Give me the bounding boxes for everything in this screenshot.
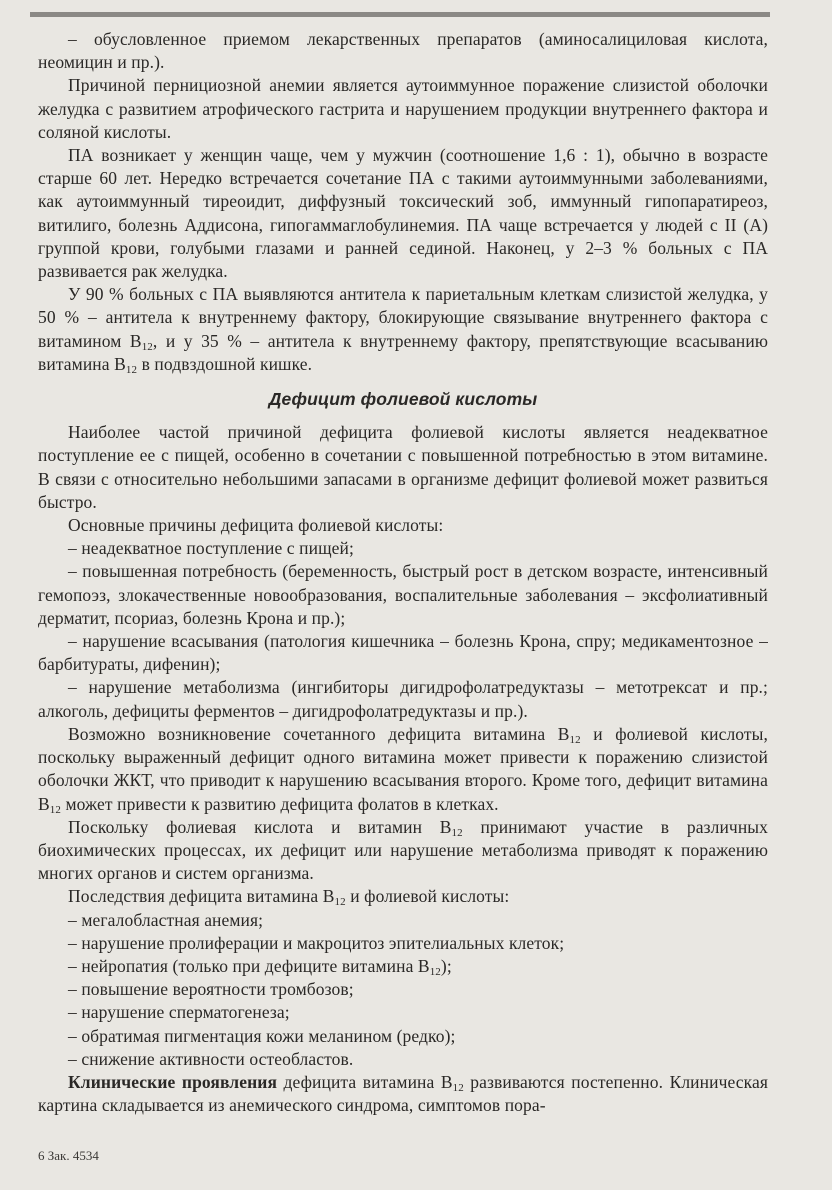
subscript: 12	[49, 803, 61, 816]
subscript: 12	[334, 896, 346, 909]
text-run: в подвздошной кишке.	[137, 353, 313, 374]
list-item: – снижение активности остеобластов.	[68, 1048, 354, 1069]
section-title: Дефицит фолиевой кислоты	[268, 389, 538, 410]
text-run: и фолиевой кислоты, поскольку выраженный дефицит одного витамина может привести к поражению слизистой оболочки ЖКТ, что приводит к нарушению всасывания второго. Кроме того, дефицит витамина B	[38, 723, 768, 814]
text-run: и фолиевой кислоты:	[345, 886, 510, 907]
list-item: – мегалобластная анемия;	[68, 909, 264, 930]
paragraph	[38, 885, 768, 908]
printer-signature: 6 Зак. 4534	[38, 1148, 99, 1163]
list-item: – повышенная потребность (беременность, быстрый рост в детском возрасте, интенсивный гемопоэз, злокачественные новообразования, воспалительные заболевания – эксфолиативный дерматит, псориаз, болезнь Крона и пр.);	[38, 561, 768, 628]
text-run: может привести к развитию дефицита фолатов в клетках.	[60, 793, 499, 814]
subscript: 12	[141, 340, 153, 353]
list-item: – повышение вероятности тромбозов;	[68, 979, 354, 1000]
text-run: Возможно возникновение сочетанного дефицита витамина B	[68, 723, 570, 744]
text-run: – нейропатия (только при дефиците витамина B	[68, 955, 430, 976]
subscript: 12	[452, 1081, 464, 1094]
list-item: – нарушение метаболизма (ингибиторы дигидрофолатредуктазы – метотрексат и пр.; алкоголь, дефициты ферментов – дигидрофолатредуктазы и пр.).	[38, 677, 768, 721]
paragraph: Наиболее частой причиной дефицита фолиевой кислоты является неадекватное поступление ее с пищей, особенно в сочетании с повышенной потребностью в этом витамине. В связи с относительно небольшими запасами в организме дефицит фолиевой может развиться быстро.	[38, 422, 768, 512]
list-item: – нарушение пролиферации и макроцитоз эпителиальных клеток;	[68, 932, 565, 953]
paragraph	[38, 283, 768, 376]
paragraph: Причиной пернициозной анемии является аутоиммунное поражение слизистой оболочки желудка с развитием атрофического гастрита и нарушением продукции внутреннего фактора и соляной кислоты.	[38, 75, 768, 142]
paragraph	[38, 723, 768, 816]
text-run: принимают участие в различных биохимических процессах, их дефицит или нарушение метаболизма приводят к поражению многих органов и систем организма.	[38, 816, 768, 884]
paragraph: Основные причины дефицита фолиевой кислоты:	[68, 515, 444, 536]
paragraph: ПА возникает у женщин чаще, чем у мужчин (соотношение 1,6 : 1), обычно в возрасте старше 60 лет. Нередко встречается сочетание ПА с такими аутоиммунными заболеваниями, как аутоиммунный тиреоидит, диффузный токсический зоб, иммунный гипопаратиреоз, витилиго, болезнь Аддисона, гипогаммаглобулинемия. ПА чаще встречается у людей с II (А) группой крови, голубыми глазами и ранней сединой. Наконец, у 2–3 % больных с ПА развивается рак желудка.	[38, 145, 768, 282]
text-run: );	[440, 955, 452, 976]
subscript: 12	[569, 733, 581, 746]
list-item: – нарушение всасывания (патология кишечника – болезнь Крона, спру; медикаментозное – барбитураты, дифенин);	[38, 631, 768, 675]
list-item: – неадекватное поступление с пищей;	[68, 538, 354, 559]
text-run: Последствия дефицита витамина B	[68, 886, 335, 907]
text-run: У 90 % больных с ПА выявляются антитела к париетальным клеткам слизистой желудка, у 50 % – антитела к внутреннему фактору, блокирующие связывание внутреннего фактора с витамином B	[38, 284, 768, 351]
paragraph	[38, 816, 768, 886]
list-item: – обратимая пигментация кожи меланином (редко);	[68, 1025, 456, 1046]
text-run: развиваются постепенно. Клиническая картина складывается из анемического синдрома, симптомов пора-	[38, 1071, 768, 1116]
list-item: – нарушение сперматогенеза;	[68, 1002, 290, 1023]
bold-term: Клинические проявления	[68, 1071, 278, 1092]
paragraph: – обусловленное приемом лекарственных препаратов (аминосалициловая кислота, неомицин и пр.).	[38, 29, 768, 73]
subscript: 12	[451, 826, 463, 839]
text-run: Поскольку фолиевая кислота и витамин B	[68, 816, 452, 837]
page-body	[38, 28, 768, 1117]
text-run: дефицита витамина B	[277, 1071, 453, 1092]
list-item	[38, 955, 768, 978]
subscript: 12	[125, 363, 138, 376]
text-run: , и у 35 % – антитела к внутреннему фактору, препятствующие всасыванию витамина B	[38, 330, 769, 374]
subscript: 12	[429, 965, 441, 978]
paragraph	[38, 1071, 768, 1117]
header-rule	[30, 12, 770, 17]
